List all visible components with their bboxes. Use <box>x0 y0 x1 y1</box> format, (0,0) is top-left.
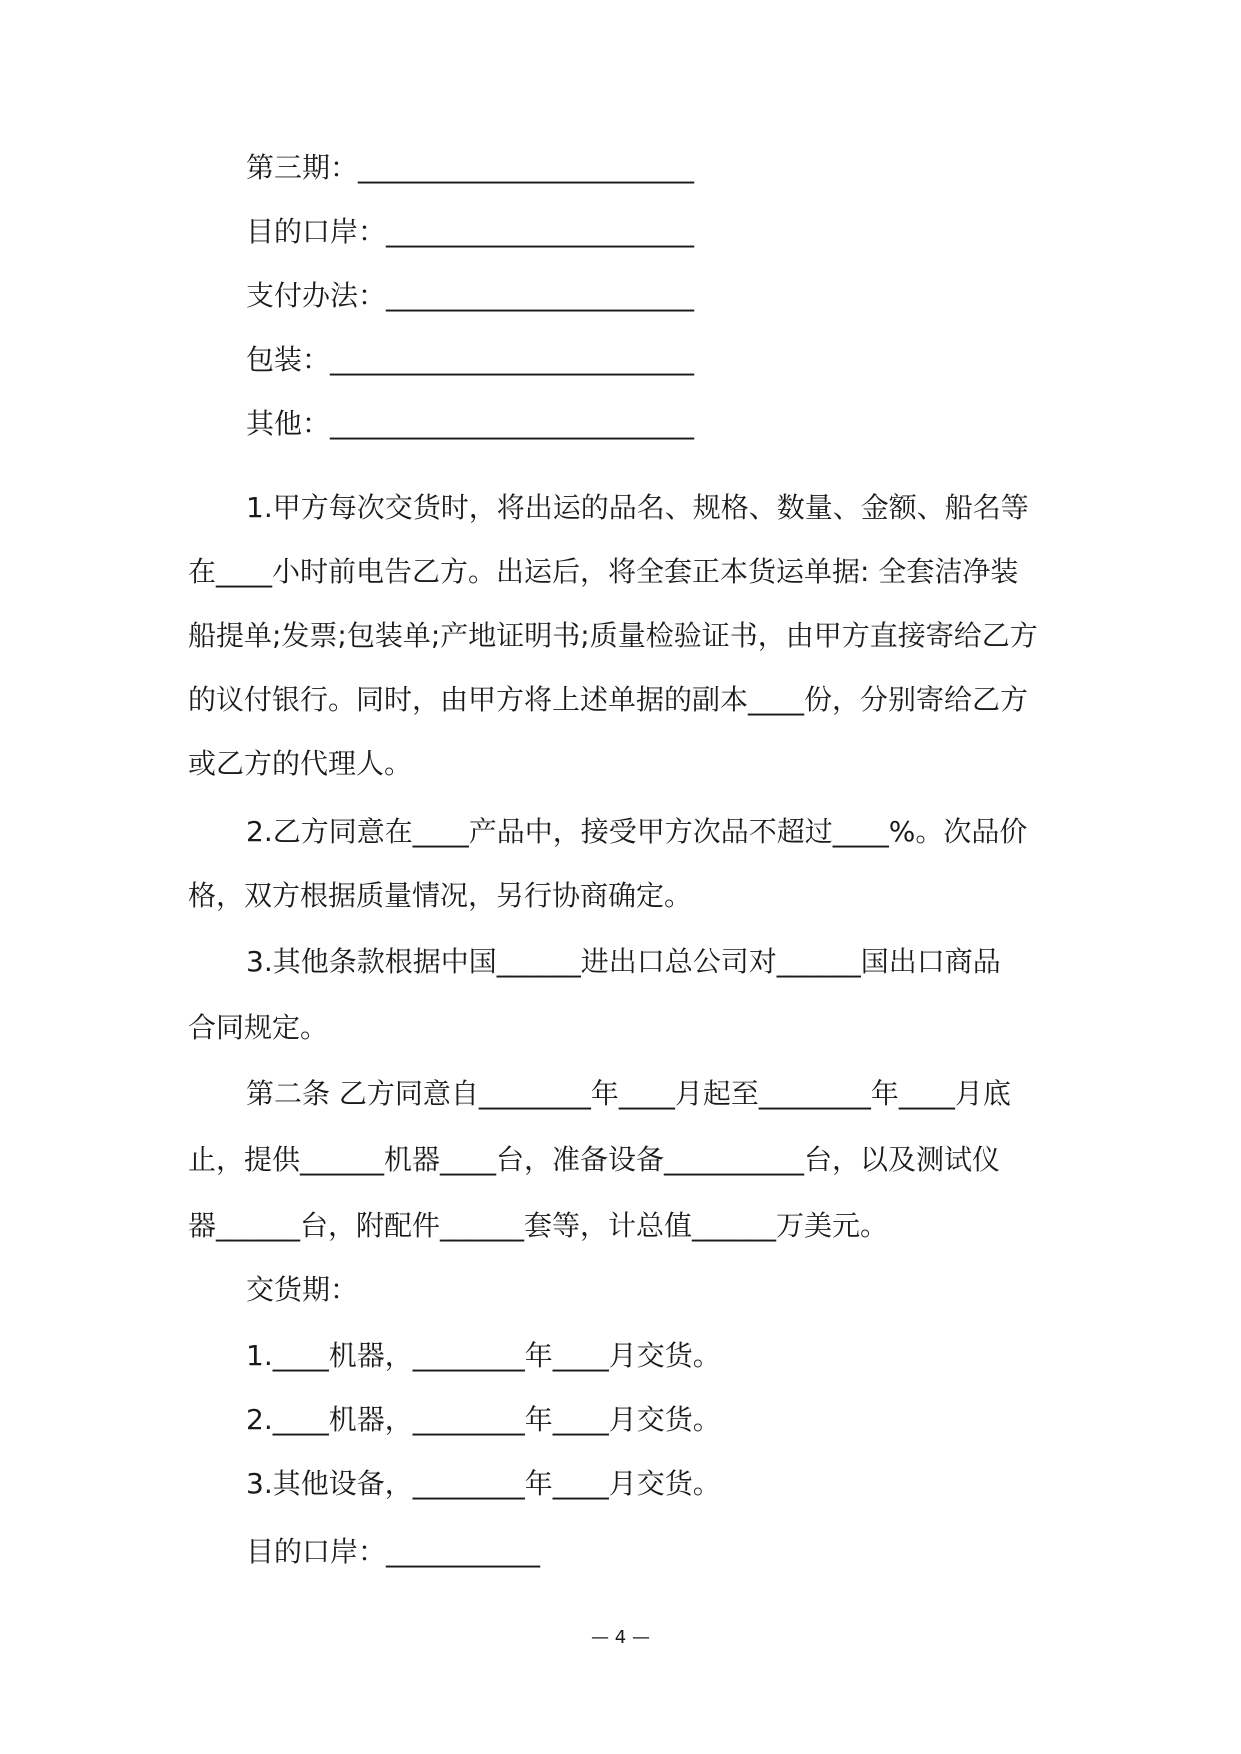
clause-1-line-5: 或乙方的代理人。 <box>188 747 413 780</box>
payment-method-field: 支付办法：______________________ <box>246 279 695 312</box>
clause-1-line-4: 的议付银行。同时，由甲方将上述单据的副本____份，分别寄给乙方 <box>188 683 1029 716</box>
clause-3-line-2: 合同规定。 <box>188 1011 329 1044</box>
clause-2-line-2: 格，双方根据质量情况，另行协商确定。 <box>188 879 693 912</box>
clause-2-line-1: 2.乙方同意在____产品中，接受甲方次品不超过____%。次品价 <box>246 815 1028 848</box>
clause-1-line-1: 1.甲方每次交货时，将出运的品名、规格、数量、金额、船名等 <box>246 491 1029 524</box>
delivery-item-1: 1.____机器，________年____月交货。 <box>246 1339 721 1372</box>
article-2-line-1: 第二条 乙方同意自________年____月起至________年____月底 <box>246 1077 1011 1110</box>
delivery-item-3: 3.其他设备，________年____月交货。 <box>246 1467 721 1500</box>
clause-3-line-1: 3.其他条款根据中国______进出口总公司对______国出口商品 <box>246 945 1001 978</box>
installment-3-field: 第三期：________________________ <box>246 151 695 184</box>
destination-port-field: 目的口岸：______________________ <box>246 215 695 248</box>
other-field: 其他：__________________________ <box>246 407 695 440</box>
page-number: — 4 — <box>591 1627 650 1648</box>
article-2-line-2: 止，提供______机器____台，准备设备__________台，以及测试仪 <box>188 1143 1001 1176</box>
clause-1-line-2: 在____小时前电告乙方。出运后，将全套正本货运单据: 全套洁净装 <box>188 555 1019 588</box>
delivery-item-2: 2.____机器，________年____月交货。 <box>246 1403 721 1436</box>
clause-1-line-3: 船提单;发票;包装单;产地证明书;质量检验证书，由甲方直接寄给乙方 <box>188 619 1038 652</box>
article-2-line-3: 器______台，附配件______套等，计总值______万美元。 <box>188 1209 889 1242</box>
packaging-field: 包装：__________________________ <box>246 343 695 376</box>
delivery-period-heading: 交货期： <box>246 1273 359 1306</box>
destination-port-field-2: 目的口岸：___________ <box>246 1535 541 1568</box>
